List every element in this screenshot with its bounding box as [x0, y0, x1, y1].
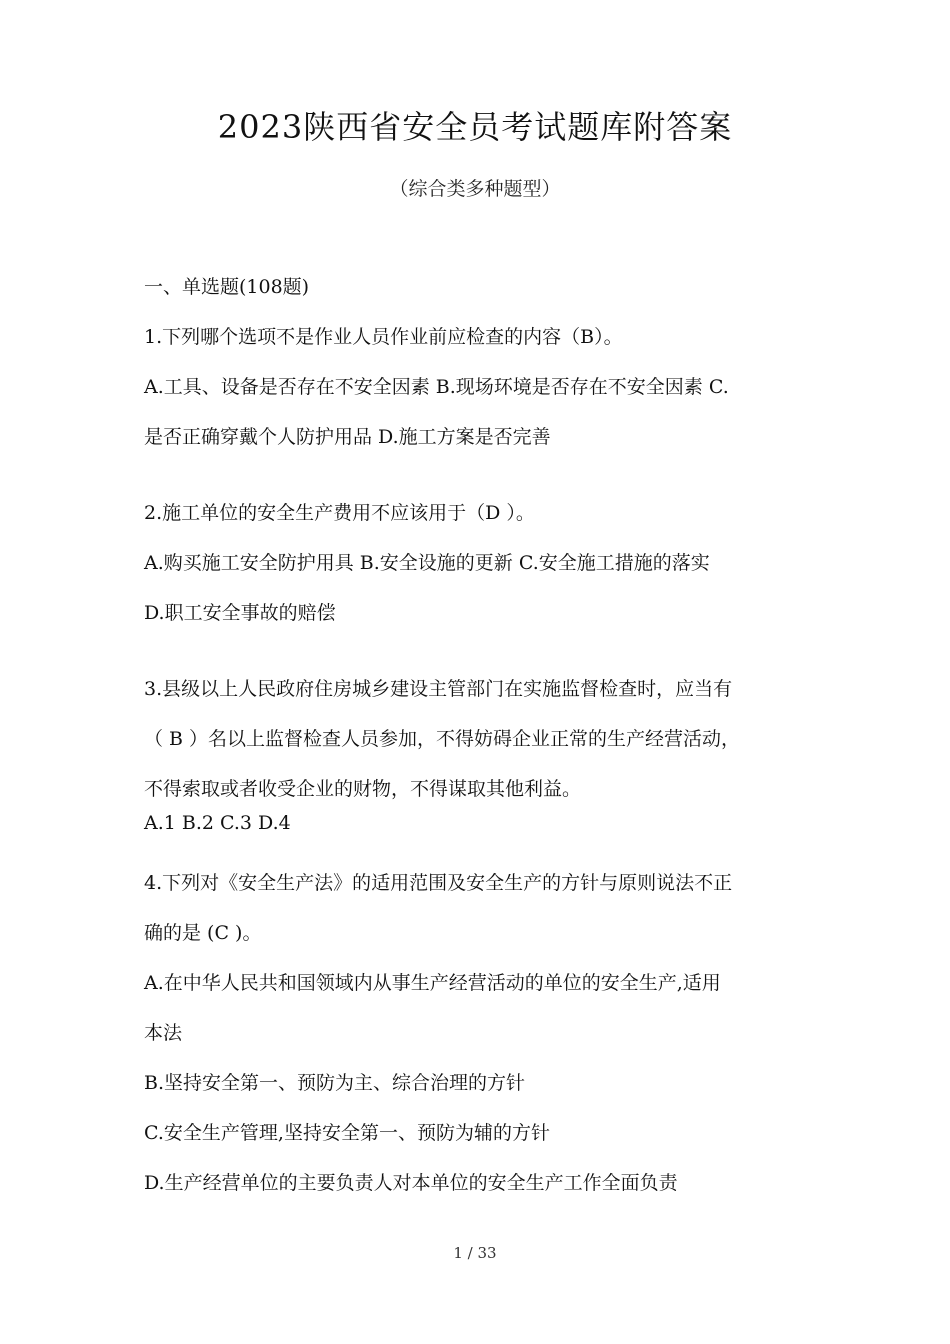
question-1-stem: 1.下列哪个选项不是作业人员作业前应检查的内容（B）。 — [144, 326, 623, 348]
document-subtitle: （综合类多种题型） — [389, 178, 561, 200]
question-4-stem-line-1: 4.下列对《安全生产法》的适用范围及安全生产的方针与原则说法不正 — [144, 872, 733, 894]
question-4-option-d: D.生产经营单位的主要负责人对本单位的安全生产工作全面负责 — [144, 1172, 678, 1194]
spacer — [144, 646, 809, 672]
question-2-options-line-1: A.购买施工安全防护用具 B.安全设施的更新 C.安全施工措施的落实 — [144, 552, 710, 574]
question-1-options-line-1: A.工具、设备是否存在不安全因素 B.现场环境是否存在不安全因素 C. — [144, 376, 729, 398]
question-4-stem-line-2: 确的是 (C )。 — [144, 922, 262, 944]
spacer — [144, 856, 809, 866]
document-body — [144, 270, 809, 1216]
question-2-stem: 2.施工单位的安全生产费用不应该用于（D ）。 — [144, 502, 535, 524]
question-3-options: A.1 B.2 C.3 D.4 — [144, 812, 291, 834]
document-title: 2023陕西省安全员考试题库附答案 — [217, 108, 733, 146]
page-number: 1 / 33 — [453, 1244, 497, 1262]
question-3-stem-line-1: 3.县级以上人民政府住房城乡建设主管部门在实施监督检查时，应当有 — [144, 678, 733, 700]
question-3-stem-line-3: 不得索取或者收受企业的财物，不得谋取其他利益。 — [144, 778, 582, 800]
question-4-option-a-line-2: 本法 — [144, 1022, 183, 1044]
question-4-option-a-line-1: A.在中华人民共和国领域内从事生产经营活动的单位的安全生产,适用 — [144, 972, 721, 994]
question-3-stem-line-2: （ B ）名以上监督检查人员参加，不得妨碍企业正常的生产经营活动， — [144, 728, 741, 750]
question-4-option-b: B.坚持安全第一、预防为主、综合治理的方针 — [144, 1072, 526, 1094]
question-4-option-c: C.安全生产管理,坚持安全第一、预防为辅的方针 — [144, 1122, 550, 1144]
question-2-options-line-2: D.职工安全事故的赔偿 — [144, 602, 336, 624]
question-1-options-line-2: 是否正确穿戴个人防护用品 D.施工方案是否完善 — [144, 426, 551, 448]
spacer — [144, 470, 809, 496]
section-heading: 一、单选题(108题) — [144, 276, 310, 298]
